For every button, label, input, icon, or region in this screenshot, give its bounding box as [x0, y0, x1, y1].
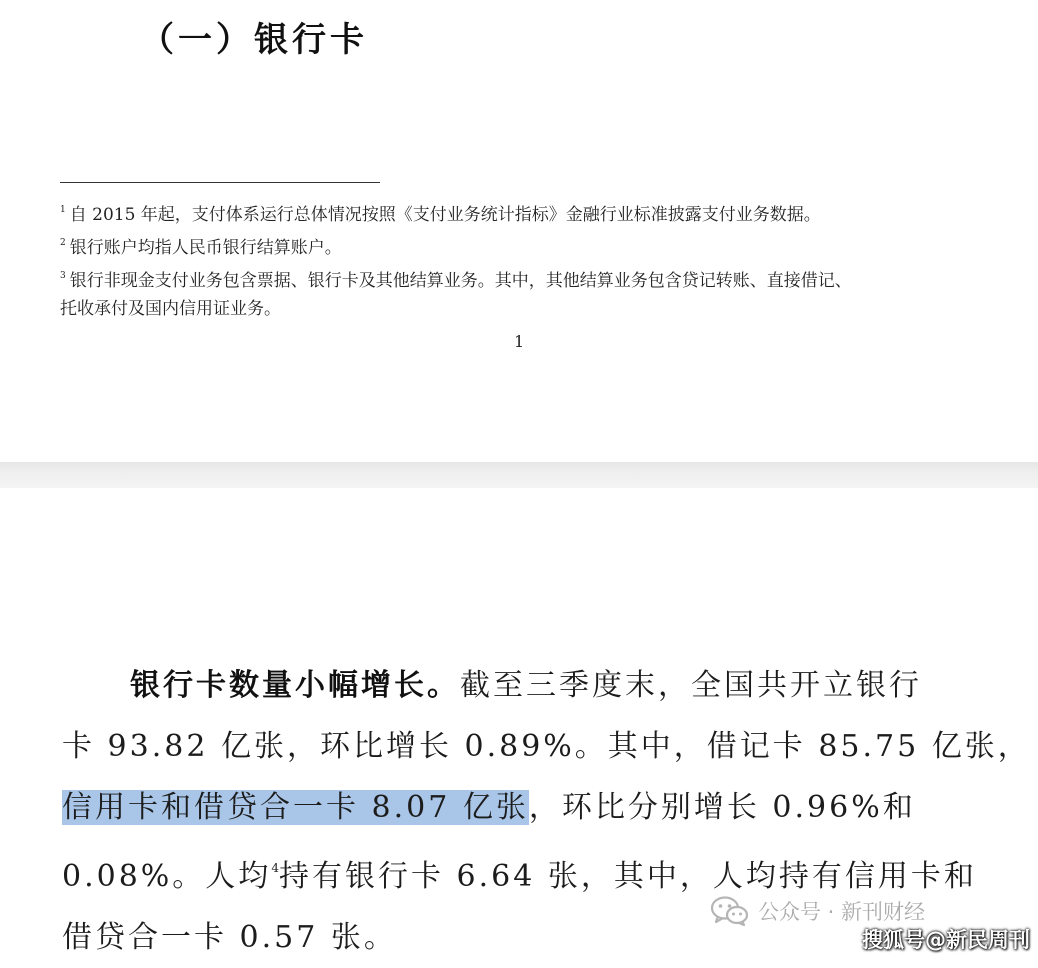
footnote-text: 自 2015 年起，支付体系运行总体情况按照《支付业务统计指标》金融行业标准披露支付业务数据。: [69, 205, 821, 225]
wechat-icon: [710, 896, 750, 926]
footnote-text: 托收承付及国内信用证业务。: [60, 299, 281, 319]
paragraph-line-1: [62, 655, 992, 716]
footnote-2: [60, 229, 1000, 262]
footnote-text: 银行非现金支付业务包含票据、银行卡及其他结算业务。其中，其他结算业务包含贷记转账、直接借记、: [69, 271, 852, 291]
footnote-marker: 3: [60, 271, 66, 281]
wechat-watermark: [710, 896, 925, 926]
source-badge: 搜狐号@新民周刊: [862, 928, 1030, 952]
footnote-text: 银行账户均指人民币银行结算账户。: [69, 238, 342, 258]
paragraph-line-5: 借贷合一卡 0.57 张。: [62, 920, 397, 955]
footnote-marker: 1: [60, 205, 66, 215]
section-heading: （一）银行卡: [140, 20, 368, 60]
paragraph-text: 持有银行卡 6.64 张，其中，人均持有信用卡和: [278, 859, 977, 894]
paragraph-lead: 银行卡数量小幅增长。: [130, 668, 460, 703]
watermark-text: 公众号 · 新刊财经: [758, 900, 926, 924]
paragraph-text: 0.08%。人均: [62, 859, 272, 894]
text-selection-highlight[interactable]: 信用卡和借贷合一卡 8.07 亿张: [62, 790, 529, 825]
footnote-marker: 2: [60, 238, 66, 248]
document-page-top: [0, 0, 1038, 462]
footnote-divider: [60, 182, 380, 183]
footnote-3: [60, 262, 1000, 295]
page-number: 1: [514, 332, 525, 351]
paragraph-text: ，环比分别增长 0.96%和: [528, 790, 916, 825]
footnotes: [60, 196, 1000, 323]
paragraph-line-2: 卡 93.82 亿张，环比增长 0.89%。其中，借记卡 85.75 亿张，: [62, 729, 1031, 764]
paragraph-line-3: [62, 777, 992, 838]
page-separator: [0, 462, 1038, 488]
footnote-3-continued: [60, 295, 1000, 323]
footnote-1: [60, 196, 1000, 229]
paragraph-text: 截至三季度末，全国共开立银行: [460, 668, 922, 703]
footnote-reference: 4: [271, 861, 279, 875]
